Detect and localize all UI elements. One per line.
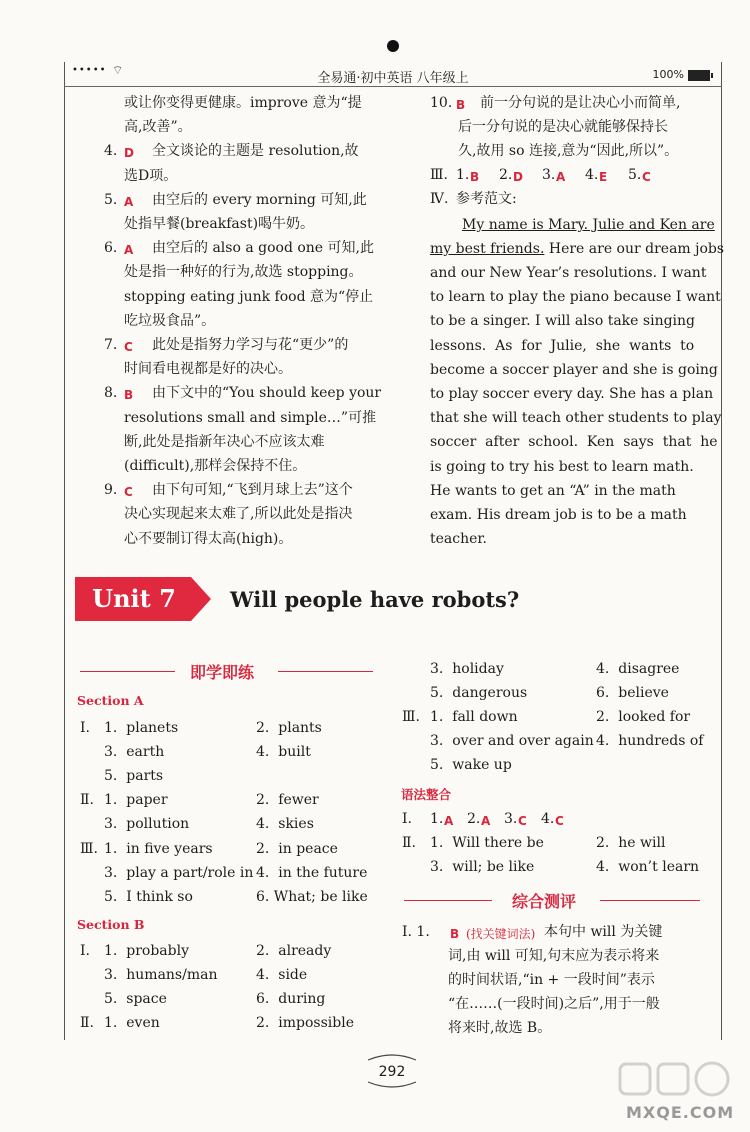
underlined-text: My name is Mary. Julie and Ken are: [462, 217, 715, 233]
answer-item: 5. parts: [104, 768, 164, 785]
explanation-line: 时间看电视都是好的决心。: [124, 361, 292, 378]
page-number: 292: [378, 1064, 406, 1080]
essay-line: become a soccer player and she is going: [430, 361, 718, 378]
part-label: Ⅱ.: [80, 792, 94, 809]
answer-item: 3. holiday: [430, 661, 504, 677]
grammar-label: 语法整合: [401, 787, 452, 802]
status-bar: [64, 64, 722, 87]
explanation-line: 或让你变得更健康。improve 意为“提: [124, 95, 362, 111]
method-tag: (找关键词法): [466, 927, 536, 941]
question-number: 6.: [104, 240, 118, 257]
answer-item: 4. won’t learn: [596, 859, 700, 875]
explanation-line: (difficult),那样会保持不住。: [124, 458, 307, 474]
answer-item: 4. disagree: [596, 661, 680, 677]
answer-item: 3. will; be like: [430, 859, 535, 875]
camera-dot: [387, 40, 399, 52]
answer-number: 5.: [628, 167, 642, 183]
explanation-line: 由空后的 also a good one 可知,此: [152, 240, 374, 257]
answer-letter: B: [124, 388, 134, 403]
explanation-line: 此处是指努力学习与花“更少”的: [152, 337, 349, 353]
explanation-line: “在……(一段时间)之后”,用于一般: [448, 996, 660, 1012]
part-label: Ⅲ.: [430, 167, 448, 183]
answer-item: 5. I think so: [104, 888, 193, 905]
explanation-line: 全文谈论的主题是 resolution,故: [152, 143, 359, 160]
section-b-label: Section B: [77, 917, 145, 932]
section-a-label: Section A: [77, 693, 144, 708]
answer-item: 4. skies: [256, 816, 314, 833]
part-label: Ⅰ.: [402, 811, 412, 827]
section-heading: 即学即练: [190, 663, 255, 682]
essay-line: [462, 216, 715, 234]
answer-letter: C: [555, 814, 564, 828]
answer-item: 6. What; be like: [256, 888, 368, 905]
explanation-line: 吃垃圾食品”。: [124, 312, 216, 329]
test-heading: 综合测评: [512, 892, 577, 911]
answer-item: 1. even: [104, 1015, 160, 1032]
heading-rule-right: [278, 671, 373, 672]
answer-number: 2.: [499, 167, 513, 183]
unit-banner: [75, 577, 211, 621]
answer-item: 5. dangerous: [430, 685, 528, 701]
question-number: 8.: [104, 385, 118, 402]
explanation-line: 词,由 will 可知,句末应为表示将来: [448, 948, 660, 964]
answer-item: 3. over and over again: [430, 733, 594, 749]
explanation-line: 前一分句说的是让决心小而简单,: [480, 95, 681, 111]
explanation-line: 选D项。: [124, 167, 178, 184]
essay-text: Here are our dream jobs: [544, 241, 725, 257]
heading-rule-left: [80, 671, 175, 672]
question-number: 7.: [104, 337, 118, 353]
answer-item: 2. impossible: [256, 1015, 354, 1032]
test-rule-right: [600, 900, 700, 901]
wifi-icon: ⌔: [112, 63, 124, 77]
essay-line: lessons. As for Julie, she wants to: [430, 337, 695, 354]
answer-number: 1.: [456, 167, 470, 183]
part-label: Ⅰ.: [80, 943, 90, 959]
answer-item: 4. built: [256, 744, 311, 761]
answer-item: 4. side: [256, 967, 308, 984]
explanation-line: stopping eating junk food 意为“停止: [124, 288, 374, 305]
essay-heading: 参考范文:: [456, 191, 517, 207]
answer-item: 6. believe: [596, 685, 669, 701]
answer-letter: B: [456, 98, 466, 112]
essay-line: He wants to get an “A” in the math: [430, 482, 676, 499]
answer-item: 5. wake up: [430, 757, 512, 773]
part-label: Ⅳ.: [430, 191, 449, 207]
explanation-line: 心不要制订得太高(high)。: [124, 530, 293, 547]
essay-line: that she will teach other students to play: [430, 410, 722, 427]
answer-item: 3. earth: [104, 744, 165, 761]
answer-item: 3. humans/man: [104, 967, 218, 984]
answer-letter: A: [124, 243, 134, 258]
answer-letter: D: [124, 146, 134, 161]
question-number: 4.: [104, 143, 118, 160]
essay-line: is going to try his best to learn math.: [430, 458, 694, 475]
explanation-line: 处是指一种好的行为,故选 stopping。: [124, 264, 363, 281]
question-number: 5.: [104, 191, 118, 208]
answer-letter: E: [599, 170, 608, 184]
part-label: Ⅲ.: [80, 840, 98, 857]
explanation-line: 断,此处是指新年决心不应该太难: [124, 433, 325, 450]
explanation-line: 由空后的 every morning 可知,此: [152, 191, 367, 208]
question-number: 10.: [430, 95, 453, 111]
answer-item: 1. planets: [104, 720, 179, 736]
answer-item: 2. fewer: [256, 792, 319, 809]
explanation-line: 高,改善”。: [124, 119, 192, 136]
answer-letter: B: [470, 170, 480, 184]
watermark-text: MXQE.COM: [626, 1103, 735, 1122]
answer-item: 3. pollution: [104, 816, 190, 833]
explanation-line: 由下文中的“You should keep your: [152, 385, 382, 402]
answer-letter: A: [124, 194, 134, 209]
answer-number: 4.: [541, 811, 555, 827]
answer-item: 4. hundreds of: [596, 733, 704, 749]
underlined-text: my best friends.: [430, 241, 545, 257]
question-number: 9.: [104, 482, 118, 499]
essay-line: exam. His dream job is to be a math: [430, 507, 687, 523]
answer-item: 6. during: [256, 991, 326, 1008]
explanation-line: 后一分句说的是决心就能够保持长: [458, 119, 668, 135]
answer-letter: B: [450, 927, 460, 941]
answer-letter: C: [642, 170, 651, 184]
test-rule-left: [404, 900, 492, 901]
answer-number: 1.: [430, 811, 444, 827]
essay-line: soccer after school. Ken says that he: [430, 434, 718, 451]
answer-number: 3.: [542, 167, 556, 183]
explanation-line: 本句中 will 为关键: [544, 924, 663, 940]
answer-item: 1. in five years: [104, 840, 213, 857]
answer-number: 4.: [585, 167, 599, 183]
signal-icon: •••••: [72, 65, 107, 76]
essay-line: teacher.: [430, 531, 488, 548]
essay-line: to learn to play the piano because I want: [430, 289, 721, 306]
answer-item: 2. in peace: [256, 840, 338, 857]
answer-number: 3.: [504, 811, 518, 827]
answer-item: 2. already: [256, 943, 332, 959]
answer-item: 3. play a part/role in: [104, 864, 254, 881]
part-label: Ⅲ.: [402, 709, 420, 725]
unit-title: Will people have robots?: [230, 587, 520, 612]
status-title: 全易通·初中英语 八年级上: [317, 71, 469, 86]
answer-letter: D: [513, 170, 523, 184]
essay-line: to be a singer. I will also take singing: [430, 313, 696, 330]
explanation-line: 将来时,故选 B。: [448, 1020, 552, 1036]
answer-item: 1. fall down: [430, 709, 518, 725]
part-label: Ⅰ. 1.: [402, 924, 430, 940]
explanation-line: 处指早餐(breakfast)喝牛奶。: [124, 216, 315, 232]
answer-number: 2.: [467, 811, 481, 827]
unit-label: Unit 7: [92, 584, 176, 613]
answer-item: 2. he will: [596, 835, 666, 851]
explanation-line: 由下句可知,“飞到月球上去”这个: [152, 482, 353, 499]
answer-item: 1. paper: [104, 792, 168, 809]
part-label: Ⅱ.: [80, 1015, 94, 1032]
explanation-line: 久,故用 so 连接,意为“因此,所以”。: [458, 143, 679, 159]
answer-item: 1. Will there be: [430, 835, 544, 851]
part-label: Ⅰ.: [80, 720, 90, 736]
explanation-line: resolutions small and simple…”可推: [124, 409, 377, 426]
explanation-line: 的时间状语,“in + 一段时间”表示: [448, 972, 655, 988]
battery-icon: [688, 70, 710, 81]
answer-letter: C: [124, 485, 133, 500]
answer-letter: A: [556, 170, 566, 184]
essay-line: and our New Year’s resolutions. I want: [430, 265, 707, 281]
answer-item: 2. looked for: [596, 709, 691, 725]
explanation-line: 决心实现起来太难了,所以此处是指决: [124, 506, 353, 523]
answer-letter: A: [444, 814, 454, 828]
answer-letter: C: [124, 340, 133, 354]
answer-item: 1. probably: [104, 943, 189, 959]
essay-line: [430, 240, 724, 258]
battery-percent: 100%: [652, 68, 684, 81]
answer-item: 4. in the future: [256, 864, 368, 881]
answer-item: 2. plants: [256, 720, 322, 736]
answer-letter: C: [518, 814, 527, 828]
answer-letter: A: [481, 814, 491, 828]
answer-item: 5. space: [104, 991, 167, 1008]
part-label: Ⅱ.: [402, 835, 416, 851]
essay-line: to play soccer every day. She has a plan: [430, 386, 714, 402]
